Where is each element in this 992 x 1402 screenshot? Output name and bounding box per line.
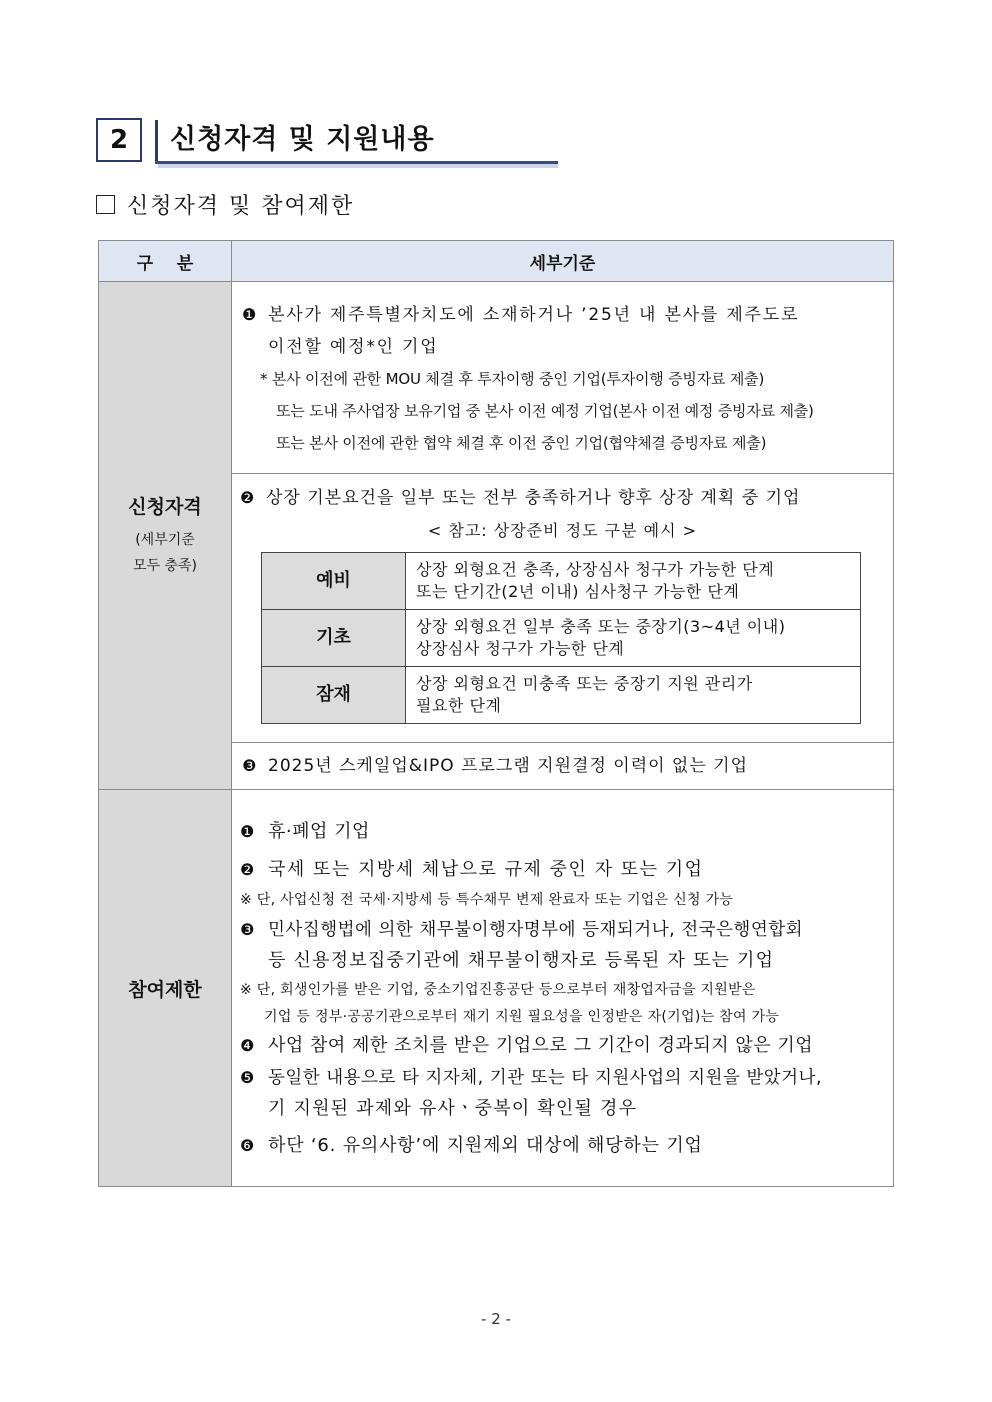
eligibility-row-1	[99, 282, 894, 474]
section-divider	[155, 120, 158, 164]
number-icon: ❸	[242, 756, 257, 775]
list-item: ❷ 국세 또는 지방세 체납으로 규제 중인 자 또는 기업	[240, 854, 885, 886]
eligibility-item-2	[232, 474, 894, 743]
restriction-row	[99, 790, 894, 1187]
list-item: ❻ 하단 ‘6. 유의사항’에 지원제외 대상에 해당하는 기업	[240, 1130, 885, 1162]
number-icon: ❷	[240, 488, 255, 507]
number-icon: ❺	[240, 1068, 255, 1087]
subheading-text: 신청자격 및 참여제한	[127, 194, 355, 219]
stage-row	[262, 667, 861, 724]
eligibility-item-1	[232, 282, 894, 474]
table-header-row	[99, 241, 894, 282]
section-header	[96, 118, 462, 170]
number-icon: ❸	[240, 920, 255, 939]
restriction-note-1: ※ 단, 사업신청 전 국세·지방세 등 특수채무 변제 완료자 또는 기업은 신청 가능	[240, 892, 734, 908]
section-underline-shadow	[158, 164, 558, 168]
number-icon: ❶	[240, 822, 255, 841]
list-item: ❺ 동일한 내용으로 타 지자체, 기관 또는 타 지원사업의 지원을 받았거나,	[240, 1062, 885, 1094]
reference-title: < 참고: 상장준비 정도 구분 예시 >	[427, 521, 698, 540]
section-number: 2	[96, 118, 142, 162]
criteria-table	[98, 240, 894, 1187]
number-icon: ❶	[242, 305, 257, 324]
stage-name: 예비	[262, 553, 406, 610]
list-item: ❶ 휴·폐업 기업	[240, 816, 885, 848]
restriction-note-2: ※ 단, 회생인가를 받은 기업, 중소기업진흥공단 등으로부터 재창업자금을 지원받은 기업 등 정부·공공기관으로부터 재기 지원 필요성을 인정받은 자(기업)는 참여 가능	[240, 982, 780, 1025]
list-item: ❸ 2025년 스케일업&IPO 프로그램 지원결정 이력이 없는 기업	[242, 751, 883, 781]
eligibility-sublabel: (세부기준 모두 충족)	[132, 532, 197, 574]
header-criteria: 세부기준	[232, 241, 894, 282]
list-item: ❸ 민사집행법에 의한 채무불이행자명부에 등재되거나, 전국은행연합회	[240, 914, 885, 946]
subheading	[96, 192, 354, 222]
stage-desc: 상장 외형요건 일부 충족 또는 중장기(3~4년 이내) 상장심사 청구가 가능한 단계	[406, 610, 861, 667]
stage-row	[262, 610, 861, 667]
eligibility-label-cell	[99, 282, 232, 790]
stage-name: 잠재	[262, 667, 406, 724]
restriction-label-cell	[99, 790, 232, 1187]
listing-stage-table	[261, 552, 861, 724]
eligibility-label: 신청자격	[128, 496, 202, 518]
section-title: 신청자격 및 지원내용	[170, 124, 435, 155]
stage-name: 기초	[262, 610, 406, 667]
stage-row	[262, 553, 861, 610]
number-icon: ❻	[240, 1136, 255, 1155]
number-icon: ❷	[240, 860, 255, 879]
page-number: - 2 -	[481, 1310, 511, 1328]
list-item: ❷ 상장 기본요건을 일부 또는 전부 충족하거나 향후 상장 계획 중 기업	[240, 482, 885, 514]
header-category: 구 분	[99, 241, 232, 282]
list-item: ❶ 본사가 제주특별자치도에 소재하거나 ’25년 내 본사를 제주도로 이전할 예정*인 기업	[242, 299, 885, 363]
restriction-content: ❶ 휴·폐업 기업 ❷ 국세 또는 지방세 체납으로 규제 중인 자 또는 기업 ※ 단, 사업신청 전 국세·지방세 등 특수채무 변제 완료자 또는 기업은 신청 가능 ❸ 민사집행법에 의한 채무불이행자명부에 등재되거나, 전국은행연합회 등 신용정보집중기관에 채무불이행자로 등록된 자 또는 기업 ※ 단, 회생인가를 받은 기업, 중소기업진흥공단 등으로부터 재창업자금을 지원받은 기업 등 정부·공공기관으로부터 재기 지원 필요성을 인정받은 자(기업)는 참여 가능 ❹ 사업 참여 제한 조치를 받은 기업으로 그 기간이 경과되지 않은 기업 ❺ 동일한 내용으로 타 지자체, 기관 또는 타 지원사업의 지원을 받았거나, 기 지원된 과제와 유사ㆍ중복이 확인될 경우 ❻ 하단 ‘6. 유의사항’에 지원제외 대상에 해당하는 기업	[232, 790, 894, 1187]
stage-desc: 상장 외형요건 충족, 상장심사 청구가 가능한 단계 또는 단기간(2년 이내) 심사청구 가능한 단계	[406, 553, 861, 610]
eligibility-item-3	[232, 743, 894, 790]
eligibility-note: * 본사 이전에 관한 MOU 체결 후 투자이행 중인 기업(투자이행 증빙자료 제출) 또는 도내 주사업장 보유기업 중 본사 이전 예정 기업(본사 이전 예정 증빙자료 제출) 또는 본사 이전에 관한 협약 체결 후 이전 중인 기업(협약체결 증빙자료 제출)	[260, 370, 814, 452]
stage-desc: 상장 외형요건 미충족 또는 중장기 지원 관리가 필요한 단계	[406, 667, 861, 724]
list-item: ❹ 사업 참여 제한 조치를 받은 기업으로 그 기간이 경과되지 않은 기업	[240, 1030, 885, 1062]
restriction-label: 참여제한	[128, 978, 202, 1001]
checkbox-square-icon	[96, 195, 115, 214]
number-icon: ❹	[240, 1036, 255, 1055]
